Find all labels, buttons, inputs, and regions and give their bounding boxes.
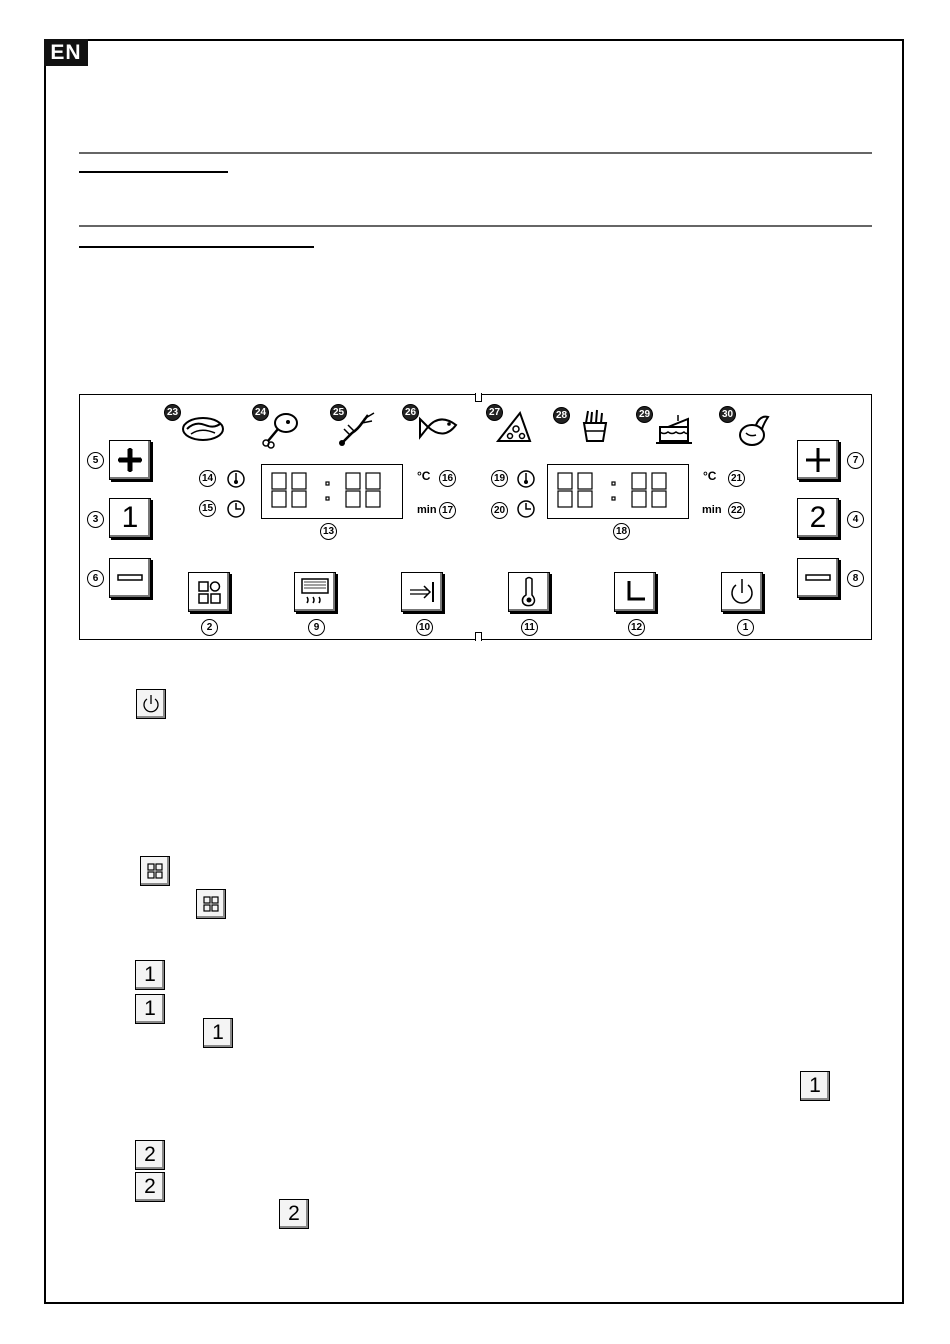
zone2-select-button[interactable] [797,498,839,538]
fries-icon [580,409,610,445]
power-icon [137,690,165,718]
inline-power-key [136,689,166,719]
timer-icon [615,573,655,611]
callout-1: 1 [737,619,754,636]
callout-11: 11 [521,619,538,636]
plus-icon [798,441,838,479]
callout-15: 15 [199,500,216,517]
heading-underline [79,171,228,173]
inline-zone1-label: 1 [144,963,156,986]
program-icon [189,573,229,611]
pizza-icon [494,409,534,445]
celsius-unit-left: °C [417,469,431,483]
inline-zone2-label: 2 [144,1143,156,1166]
power-button[interactable] [721,572,763,612]
inline-program-key [196,889,226,919]
callout-26: 26 [402,404,419,421]
inline-zone1-key [135,994,165,1024]
zone1-minus-button[interactable] [109,558,151,598]
callout-9: 9 [308,619,325,636]
callout-13: 13 [320,523,337,540]
control-panel-diagram [79,394,872,640]
inline-zone2-key [135,1140,165,1170]
inline-program-key [140,856,170,886]
callout-2: 2 [201,619,218,636]
zone1-select-button[interactable] [109,498,151,538]
left-timer-display [261,464,403,519]
zone2-plus-button[interactable] [797,440,839,480]
language-badge: EN [44,39,88,66]
callout-7: 7 [847,452,864,469]
right-timer-display [547,464,689,519]
inline-zone1-key [135,960,165,990]
meat-icon [181,413,227,445]
program-icon [141,857,169,885]
steam-icon [295,573,335,611]
fish-icon [416,411,460,443]
callout-29: 29 [636,406,653,423]
callout-3: 3 [87,511,104,528]
section-rule [79,225,872,227]
callout-6: 6 [87,570,104,587]
callout-20: 20 [491,502,508,519]
section-rule [79,152,872,154]
callout-23: 23 [164,404,181,421]
callout-12: 12 [628,619,645,636]
callout-5: 5 [87,452,104,469]
callout-4: 4 [847,511,864,528]
minus-icon [110,559,150,597]
zone2-minus-button[interactable] [797,558,839,598]
cake-icon [654,411,696,445]
thermometer-indicator-icon [516,469,536,489]
callout-16: 16 [439,470,456,487]
callout-28: 28 [553,407,570,424]
vegetable-icon [734,409,772,449]
min-unit-right: min [702,504,722,516]
min-unit-left: min [417,504,437,516]
clock-indicator-icon [226,499,246,519]
callout-17: 17 [439,502,456,519]
page-frame [44,39,904,1304]
power-icon [722,573,762,611]
callout-21: 21 [728,470,745,487]
inline-zone2-label: 2 [288,1202,300,1225]
panel-notch [475,632,482,641]
temperature-button[interactable] [508,572,550,612]
timer-button[interactable] [614,572,656,612]
inline-zone1-label: 1 [212,1021,224,1044]
inline-zone1-key [800,1071,830,1101]
callout-8: 8 [847,570,864,587]
panel-notch [475,393,482,402]
shellfish-icon [334,409,378,449]
forward-button[interactable] [401,572,443,612]
callout-18: 18 [613,523,630,540]
zone1-key-label: 1 [121,501,139,534]
heading-underline [79,246,314,248]
zone2-key-label: 2 [809,501,827,534]
inline-zone2-key [135,1172,165,1202]
callout-24: 24 [252,404,269,421]
poultry-leg-icon [260,409,300,449]
inline-zone2-label: 2 [144,1175,156,1198]
steam-button[interactable] [294,572,336,612]
celsius-unit-right: °C [703,469,717,483]
clock-indicator-icon [516,499,536,519]
callout-30: 30 [719,406,736,423]
program-icon [197,890,225,918]
inline-zone2-key [279,1199,309,1229]
inline-zone1-label: 1 [809,1074,821,1097]
callout-25: 25 [330,404,347,421]
callout-22: 22 [728,502,745,519]
zone1-plus-button[interactable] [109,440,151,480]
seven-segment-digits [548,465,688,517]
seven-segment-digits [262,465,402,517]
inline-zone1-key [203,1018,233,1048]
callout-14: 14 [199,470,216,487]
thermometer-indicator-icon [226,469,246,489]
minus-icon [798,559,838,597]
callout-27: 27 [486,404,503,421]
forward-icon [402,573,442,611]
plus-icon [110,441,150,479]
callout-19: 19 [491,470,508,487]
callout-10: 10 [416,619,433,636]
inline-zone1-label: 1 [144,997,156,1020]
program-button[interactable] [188,572,230,612]
thermometer-icon [509,573,549,611]
